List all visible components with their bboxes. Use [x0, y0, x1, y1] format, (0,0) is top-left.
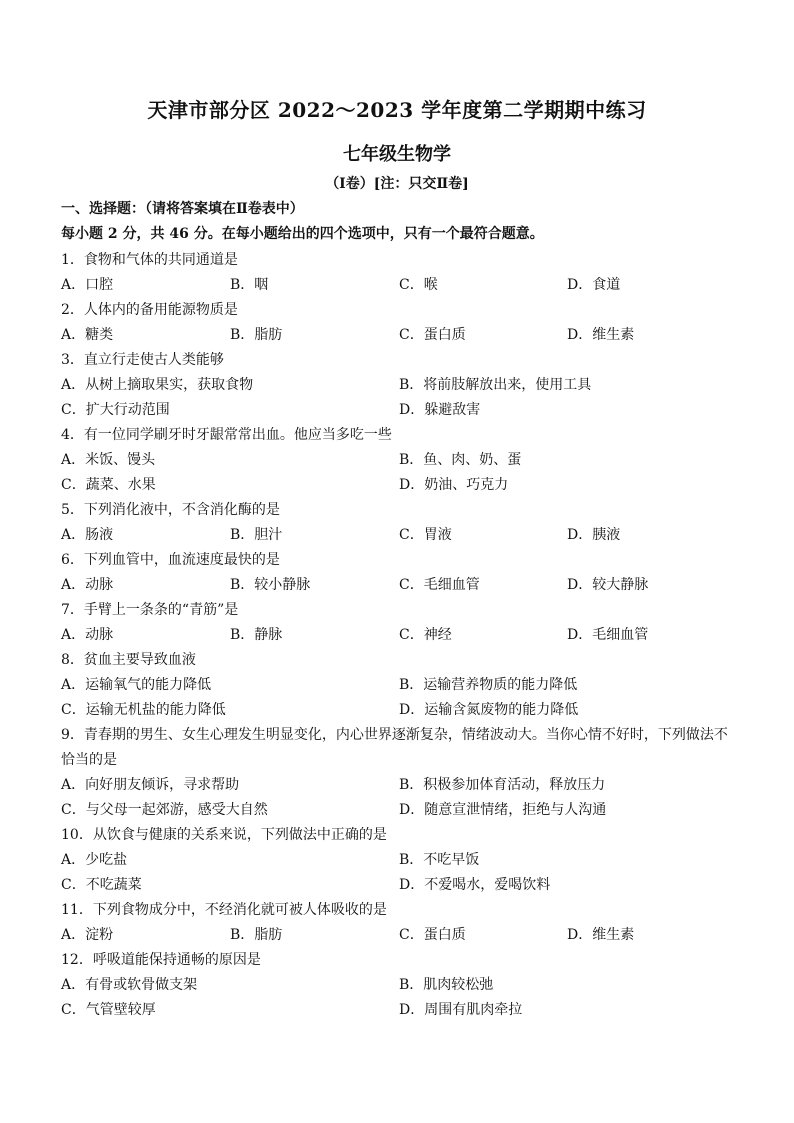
answer-option: D．较大静脉 — [567, 577, 649, 593]
option-row — [61, 998, 741, 1023]
question-stem: 2．人体内的备用能源物质是 — [61, 302, 238, 318]
question-stem: 1．食物和气体的共同通道是 — [61, 252, 238, 268]
answer-option: C．喉 — [399, 277, 438, 293]
question-stem: 10．从饮食与健康的关系来说，下列做法中正确的是 — [61, 827, 387, 843]
exam-subtitle: 七年级生物学 — [343, 144, 451, 165]
option-row — [61, 398, 741, 423]
answer-option: B．咽 — [230, 277, 269, 293]
answer-option: A．淀粉 — [61, 927, 114, 943]
answer-option: A．从树上摘取果实，获取食物 — [61, 377, 254, 393]
answer-option: B．静脉 — [230, 627, 283, 643]
answer-option: A．运输氧气的能力降低 — [61, 677, 212, 693]
option-row — [61, 873, 741, 898]
answer-option: A．有骨或软骨做支架 — [61, 977, 198, 993]
answer-option: D．周围有肌肉牵拉 — [399, 1002, 523, 1018]
option-row — [61, 673, 741, 698]
answer-option: B．鱼、肉、奶、蛋 — [399, 452, 522, 468]
option-row — [61, 523, 741, 548]
section-heading: 一、选择题：（请将答案填在Ⅱ卷表中） — [61, 201, 304, 217]
option-row — [61, 623, 741, 648]
exam-title: 天津市部分区 2022～2023 学年度第二学期期中练习 — [147, 98, 647, 122]
question-stem: 7．手臂上一条条的“青筋”是 — [61, 602, 239, 618]
section-instruction: 每小题 2 分，共 46 分。在每小题给出的四个选项中，只有一个最符合题意。 — [61, 226, 544, 242]
answer-option: A．动脉 — [61, 577, 114, 593]
answer-option: B．肌肉较松弛 — [399, 977, 494, 993]
answer-option: D．随意宣泄情绪，拒绝与人沟通 — [399, 802, 607, 818]
answer-option: A．动脉 — [61, 627, 114, 643]
answer-option: A．肠液 — [61, 527, 114, 543]
answer-option: D．奶油、巧克力 — [399, 477, 509, 493]
answer-option: A．向好朋友倾诉，寻求帮助 — [61, 777, 240, 793]
question-stem: 3．直立行走使古人类能够 — [61, 352, 224, 368]
answer-option: A．口腔 — [61, 277, 114, 293]
question-stem: 4．有一位同学刷牙时牙龈常常出血。他应当多吃一些 — [61, 427, 392, 443]
question-list — [61, 248, 741, 1023]
answer-option: B．脂肪 — [230, 327, 283, 343]
answer-option: B．胆汁 — [230, 527, 283, 543]
option-row — [61, 848, 741, 873]
answer-option: B．不吃早饭 — [399, 852, 480, 868]
option-row — [61, 973, 741, 998]
option-row — [61, 698, 741, 723]
answer-option: C．扩大行动范围 — [61, 402, 170, 418]
option-row — [61, 473, 741, 498]
question-stem: 11．下列食物成分中，不经消化就可被人体吸收的是 — [61, 902, 387, 918]
answer-option: D．维生素 — [567, 927, 635, 943]
option-row — [61, 448, 741, 473]
option-row — [61, 923, 741, 948]
answer-option: C．不吃蔬菜 — [61, 877, 142, 893]
answer-option: C．胃液 — [399, 527, 452, 543]
answer-option: A．糖类 — [61, 327, 114, 343]
answer-option: C．气管壁较厚 — [61, 1002, 156, 1018]
option-row — [61, 373, 741, 398]
question-stem: 9．青春期的男生、女生心理发生明显变化，内心世界逐渐复杂，情绪波动大。当你心情不好时，下列做法不恰当的是 — [61, 727, 728, 768]
answer-option: D．不爱喝水，爱喝饮料 — [399, 877, 551, 893]
answer-option: B．较小静脉 — [230, 577, 311, 593]
answer-option: B．运输营养物质的能力降低 — [399, 677, 578, 693]
answer-option: D．胰液 — [567, 527, 621, 543]
answer-option: D．毛细血管 — [567, 627, 649, 643]
option-row — [61, 323, 741, 348]
answer-option: D．运输含氮废物的能力降低 — [399, 702, 579, 718]
answer-option: D．食道 — [567, 277, 621, 293]
answer-option: C．毛细血管 — [399, 577, 480, 593]
question-stem: 12．呼吸道能保持通畅的原因是 — [61, 952, 261, 968]
answer-option: A．米饭、馒头 — [61, 452, 156, 468]
question-stem: 5．下列消化液中，不含消化酶的是 — [61, 502, 280, 518]
exam-note: （Ⅰ卷）[注：只交Ⅱ卷] — [325, 176, 469, 192]
answer-option: B．将前肢解放出来，使用工具 — [399, 377, 592, 393]
option-row — [61, 573, 741, 598]
answer-option: C．与父母一起郊游，感受大自然 — [61, 802, 268, 818]
question-stem: 8．贫血主要导致血液 — [61, 652, 196, 668]
answer-option: C．蔬菜、水果 — [61, 477, 156, 493]
option-row — [61, 798, 741, 823]
answer-option: D．躲避敌害 — [399, 402, 481, 418]
answer-option: B．脂肪 — [230, 927, 283, 943]
answer-option: C．运输无机盐的能力降低 — [61, 702, 226, 718]
answer-option: C．蛋白质 — [399, 327, 466, 343]
answer-option: B．积极参加体育活动，释放压力 — [399, 777, 606, 793]
question-stem: 6．下列血管中，血流速度最快的是 — [61, 552, 280, 568]
answer-option: C．神经 — [399, 627, 452, 643]
answer-option: C．蛋白质 — [399, 927, 466, 943]
answer-option: A．少吃盐 — [61, 852, 128, 868]
answer-option: D．维生素 — [567, 327, 635, 343]
option-row — [61, 273, 741, 298]
option-row — [61, 773, 741, 798]
